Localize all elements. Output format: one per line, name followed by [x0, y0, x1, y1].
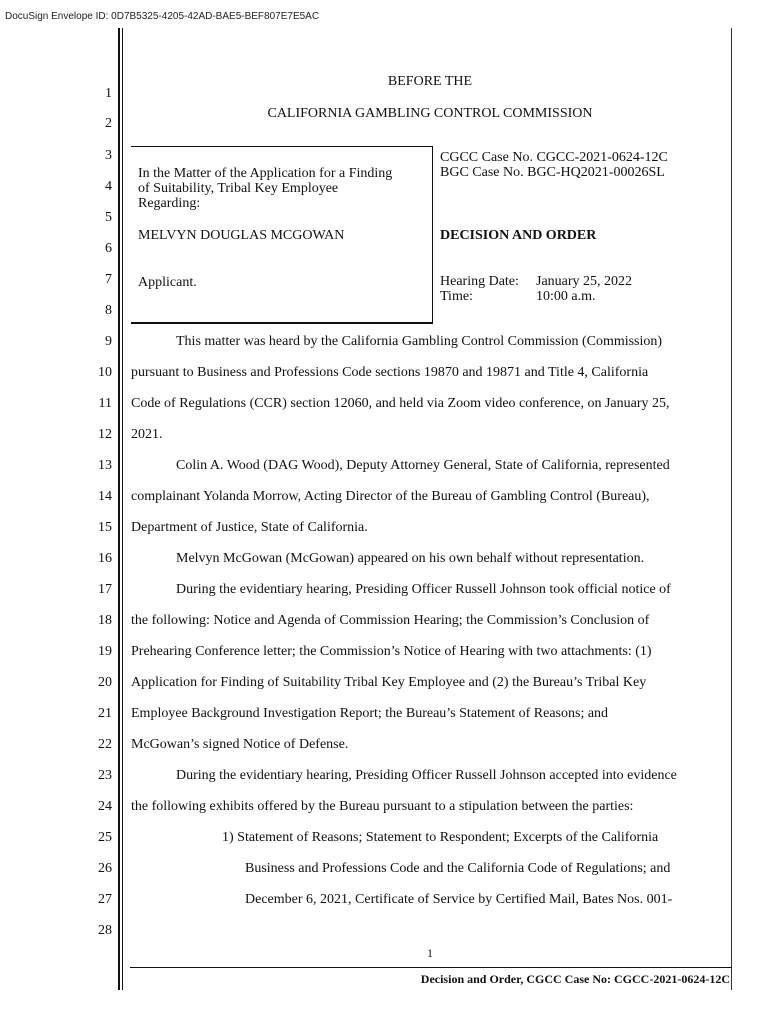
matter-line-3: Regarding:	[138, 196, 201, 211]
line-number: 9	[105, 334, 112, 349]
line-number: 27	[98, 892, 112, 907]
body-line: During the evidentiary hearing, Presiding Officer Russell Johnson accepted into evidence	[176, 768, 677, 783]
line-number: 18	[98, 613, 112, 628]
line-number: 21	[98, 706, 112, 721]
body-line: Employee Background Investigation Report; the Bureau’s Statement of Reasons; and	[131, 706, 609, 721]
line-number: 6	[105, 241, 112, 256]
body-line: Application for Finding of Suitability Tribal Key Employee and (2) the Bureau’s Tribal Key	[131, 675, 647, 690]
body-line: the following: Notice and Agenda of Commission Hearing; the Commission’s Conclusion of	[131, 613, 650, 628]
line-number: 3	[105, 148, 112, 163]
line-number: 7	[105, 272, 112, 287]
line-number: 20	[98, 675, 112, 690]
respondent-name: MELVYN DOUGLAS MCGOWAN	[138, 228, 345, 243]
line-number: 5	[105, 210, 112, 225]
hearing-date-label: Hearing Date:	[440, 274, 519, 289]
line-number: 19	[98, 644, 112, 659]
line-number: 10	[98, 365, 112, 380]
body-line: 2021.	[131, 427, 163, 442]
line-number: 4	[105, 179, 112, 194]
body-line: Melvyn McGowan (McGowan) appeared on his own behalf without representation.	[176, 551, 645, 566]
body-line: Colin A. Wood (DAG Wood), Deputy Attorney General, State of California, represented	[176, 458, 670, 473]
hearing-time-value: 10:00 a.m.	[536, 289, 596, 304]
line-number: 11	[98, 396, 112, 411]
footer-rule	[130, 967, 732, 968]
applicant-label: Applicant.	[138, 275, 197, 290]
envelope-id: DocuSign Envelope ID: 0D7B5325-4205-42AD-BAE5-BEF807E7E5AC	[5, 11, 320, 22]
line-number: 1	[105, 86, 112, 101]
line-number: 8	[105, 303, 112, 318]
matter-line-1: In the Matter of the Application for a Finding	[138, 166, 393, 181]
line-number: 17	[98, 582, 112, 597]
hearing-date-value: January 25, 2022	[536, 274, 633, 289]
page-number: 1	[427, 946, 433, 960]
exhibit-list-item: 1) Statement of Reasons; Statement to Respondent; Excerpts of the California	[222, 830, 659, 845]
line-number: 26	[98, 861, 112, 876]
body-line: This matter was heard by the California Gambling Control Commission (Commission)	[176, 334, 663, 349]
heading-before-the: BEFORE THE	[387, 74, 473, 89]
footer-caption: Decision and Order, CGCC Case No: CGCC-2021-0624-12C	[420, 972, 730, 986]
body-line: Department of Justice, State of California.	[131, 520, 368, 535]
document-title: DECISION AND ORDER	[440, 228, 597, 243]
body-line: Prehearing Conference letter; the Commission’s Notice of Hearing with two attachments: (1)	[131, 644, 652, 659]
line-number: 23	[98, 768, 112, 783]
cgcc-case-number: CGCC Case No. CGCC-2021-0624-12C	[440, 150, 668, 165]
line-number: 25	[98, 830, 112, 845]
heading-commission: CALIFORNIA GAMBLING CONTROL COMMISSION	[267, 106, 593, 121]
line-number: 2	[105, 116, 112, 131]
body-line: Code of Regulations (CCR) section 12060, and held via Zoom video conference, on January 25,	[131, 396, 670, 411]
left-margin-rule	[118, 28, 120, 990]
line-number: 16	[98, 551, 112, 566]
body-line: McGowan’s signed Notice of Defense.	[131, 737, 349, 752]
line-number: 22	[98, 737, 112, 752]
body-line: complainant Yolanda Morrow, Acting Director of the Bureau of Gambling Control (Bureau),	[131, 489, 650, 504]
body-line: Business and Professions Code and the California Code of Regulations; and	[245, 861, 671, 876]
left-margin-rule-inner	[122, 28, 123, 990]
line-number: 14	[98, 489, 112, 504]
body-line: During the evidentiary hearing, Presiding Officer Russell Johnson took official notice of	[176, 582, 671, 597]
body-line: the following exhibits offered by the Bureau pursuant to a stipulation between the parties:	[131, 799, 634, 814]
line-number: 12	[98, 427, 112, 442]
line-number: 15	[98, 520, 112, 535]
line-number: 28	[98, 923, 112, 938]
line-number: 24	[98, 799, 112, 814]
right-margin-rule	[731, 28, 732, 990]
hearing-time-label: Time:	[440, 289, 473, 304]
body-line: December 6, 2021, Certificate of Service by Certified Mail, Bates Nos. 001-	[245, 892, 673, 907]
matter-line-2: of Suitability, Tribal Key Employee	[138, 181, 339, 196]
bgc-case-number: BGC Case No. BGC-HQ2021-00026SL	[440, 165, 665, 180]
line-number: 13	[98, 458, 112, 473]
body-line: pursuant to Business and Professions Code sections 19870 and 19871 and Title 4, California	[131, 365, 649, 380]
